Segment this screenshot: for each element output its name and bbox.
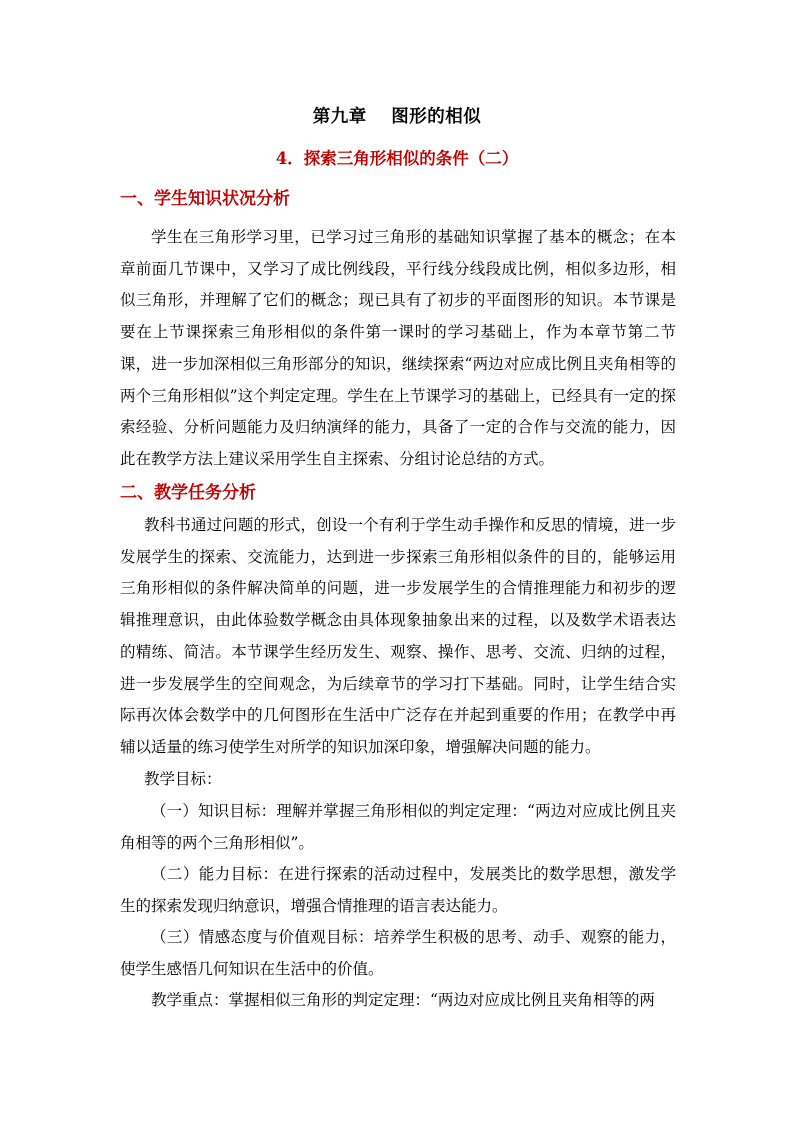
section-heading-student-analysis: 一、学生知识状况分析 <box>120 189 290 209</box>
lesson-title: 4．探索三角形相似的条件（二） <box>275 149 519 168</box>
section-heading-task-analysis: 二、教学任务分析 <box>120 483 256 503</box>
goal-emotion: （三）情感态度与价值观目标：培养学生积极的思考、动手、观察的能力，使学生感悟几何知识在生活中的价值。 <box>120 928 676 978</box>
chapter-title: 第九章 图形的相似 <box>312 107 482 127</box>
goal-ability: （二）能力目标：在进行探索的活动过程中，发展类比的数学思想，激发学生的探索发现归纳意识，增强合情推理的语言表达能力。 <box>120 865 676 915</box>
goal-knowledge: （一）知识目标：理解并掌握三角形相似的判定定理：“两边对应成比例且夹角相等的两个三角形相似”。 <box>120 802 676 852</box>
task-analysis-paragraph: 教科书通过问题的形式，创设一个有利于学生动手操作和反思的情境，进一步发展学生的探索、交流能力，达到进一步探索三角形相似条件的目的，能够运用三角形相似的条件解决简单的问题，进一步发展学生的合情推理能力和初步的逻辑推理意识，由此体验数学概念由具体现象抽象出来的过程，以及数学术语表达的精练、简洁。本节课学生经历发生、观察、操作、思考、交流、归纳的过程，进一步发展学生的空间观念，为后续章节的学习打下基础。同时，让学生结合实际再次体会数学中的几何图形在生活中广泛存在并起到重要的作用；在教学中再辅以适量的练习使学生对所学的知识加深印象，增强解决问题的能力。 <box>120 516 676 756</box>
student-analysis-paragraph: 学生在三角形学习里，已学习过三角形的基础知识掌握了基本的概念；在本章前面几节课中，又学习了成比例线段，平行线分线段成比例，相似多边形，相似三角形，并理解了它们的概念；现已具有了初步的平面图形的知识。本节课是要在上节课探索三角形相似的条件第一课时的学习基础上，作为本章节第二节课，进一步加深相似三角形部分的知识，继续探索“两边对应成比例且夹角相等的两个三角形相似”这个判定定理。学生在上节课学习的基础上，已经具有一定的探索经验、分析问题能力及归纳演绎的能力，具备了一定的合作与交流的能力，因此在教学方法上建议采用学生自主探索、分组讨论总结的方式。 <box>120 228 676 468</box>
teaching-goals-heading: 教学目标： <box>144 770 222 788</box>
teaching-key-point: 教学重点：掌握相似三角形的判定定理：“两边对应成比例且夹角相等的两 <box>151 991 655 1009</box>
